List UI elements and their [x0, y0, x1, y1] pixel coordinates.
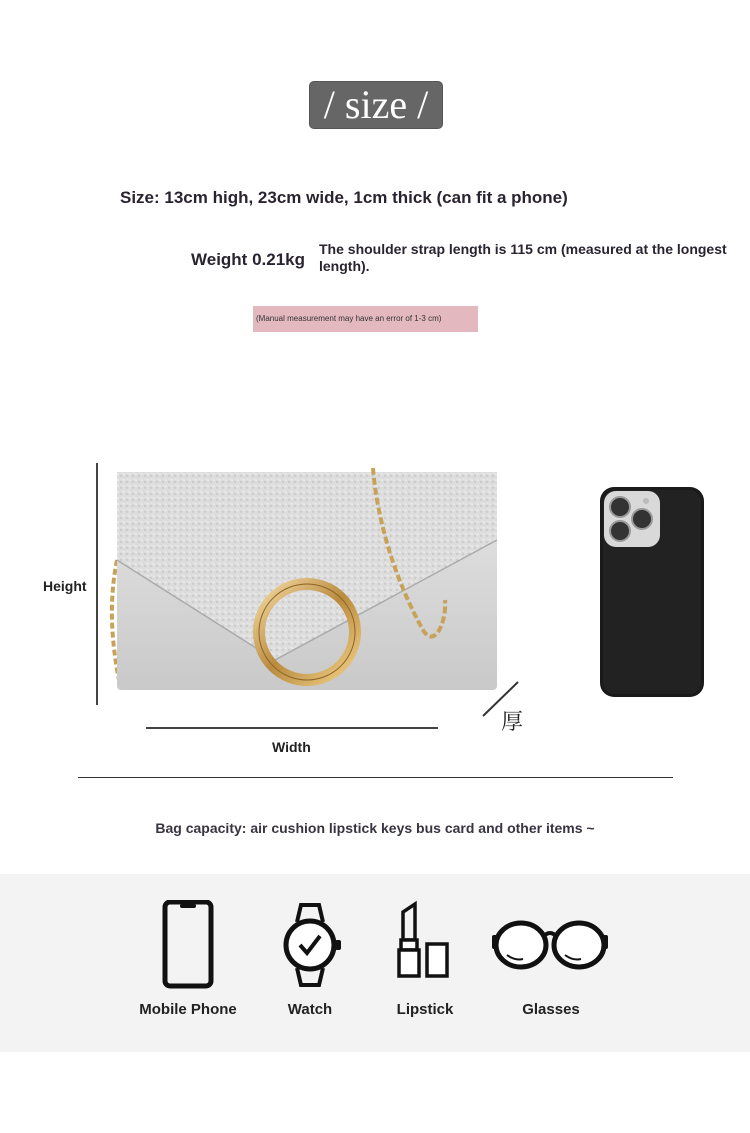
thickness-label: 厚 — [501, 710, 524, 735]
capacity-item-label: Watch — [287, 1001, 333, 1018]
size-title-badge: / size / — [309, 81, 443, 129]
mobile-phone-icon — [158, 900, 218, 990]
lipstick-icon — [395, 900, 455, 990]
capacity-item-lipstick — [370, 900, 480, 995]
capacity-item-label: Glasses — [522, 1001, 580, 1018]
width-label: Width — [272, 739, 311, 755]
phone-size-reference-image — [598, 485, 706, 699]
clutch-bag-image — [105, 460, 505, 700]
capacity-text: Bag capacity: air cushion lipstick keys bus card and other items ~ — [155, 820, 595, 836]
capacity-item-glasses — [490, 915, 610, 980]
measurement-note: (Manual measurement may have an error of 1-3 cm) — [253, 306, 478, 332]
capacity-item-label: Mobile Phone — [139, 1001, 237, 1018]
section-divider — [78, 777, 673, 778]
width-dimension-line — [146, 727, 438, 729]
height-label: Height — [43, 578, 87, 594]
height-dimension-line — [96, 463, 98, 705]
capacity-item-label: Lipstick — [396, 1001, 454, 1018]
glasses-icon — [491, 915, 609, 975]
capacity-item-watch — [250, 900, 370, 995]
size-spec-text: Size: 13cm high, 23cm wide, 1cm thick (can fit a phone) — [120, 188, 568, 207]
watch-icon — [275, 900, 345, 990]
weight-text: Weight 0.21kg — [191, 250, 305, 269]
strap-length-text: The shoulder strap length is 115 cm (measured at the longest length). — [319, 241, 727, 274]
capacity-item-phone — [118, 900, 258, 995]
